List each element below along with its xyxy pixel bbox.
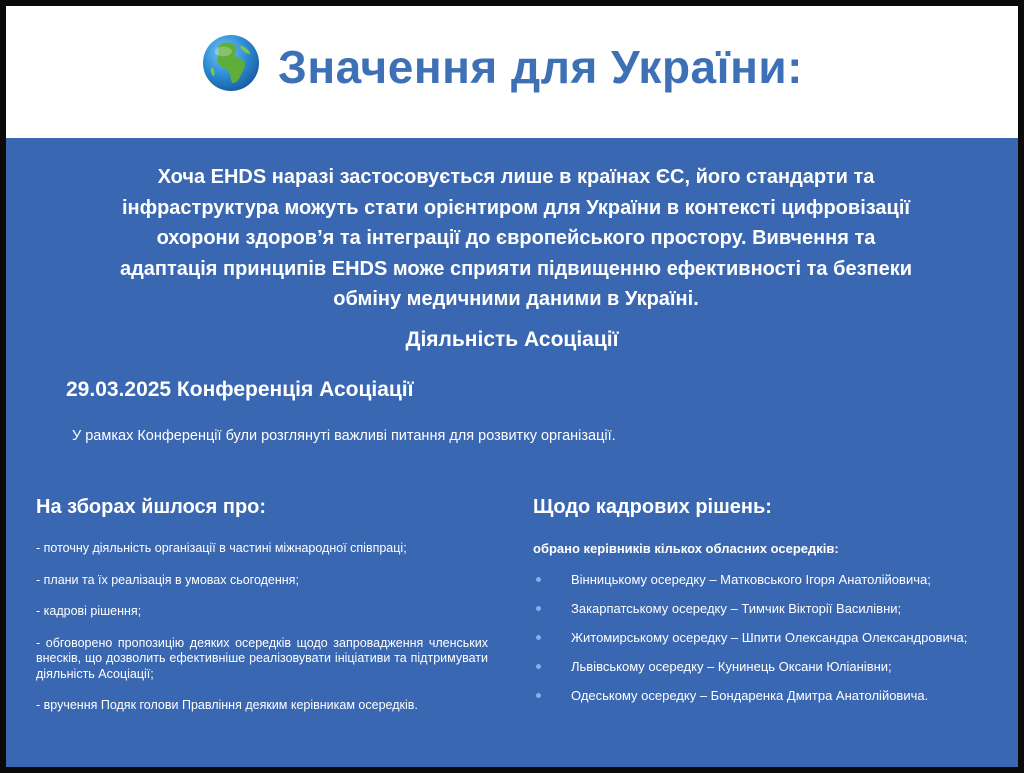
bullet-icon bbox=[536, 606, 541, 611]
list-item bbox=[533, 572, 1013, 588]
meeting-heading: На зборах йшлося про: bbox=[36, 496, 267, 518]
list-item-text: Вінницькому осередку – Матковського Ігоря Анатолійовича; bbox=[571, 572, 931, 587]
meeting-column bbox=[36, 496, 488, 730]
page-title: Значення для України: bbox=[278, 41, 803, 93]
intro-paragraph: Хоча EHDS наразі застосовується лише в країнах ЄС, його стандарти та інфраструктура можуть стати орієнтиром для України в контексті цифровізації охорони здоров’я та інтеграції до європейського простору. Вивчення та адаптація принципів EHDS може сприяти підвищенню ефективності та безпеки обміну медичними даними в Україні. bbox=[119, 166, 913, 310]
list-item-text: Львівському осередку – Кунинець Оксани Юліанівни; bbox=[571, 659, 892, 674]
list-item: - плани та їх реалізація в умовах сьогодення; bbox=[36, 572, 299, 587]
personnel-list bbox=[533, 572, 1013, 704]
bullet-icon bbox=[536, 693, 541, 698]
list-item bbox=[533, 659, 1013, 675]
bullet-icon bbox=[536, 577, 541, 582]
list-item bbox=[533, 601, 1013, 617]
conference-description: У рамках Конференції були розглянуті важливі питання для розвитку організації. bbox=[72, 428, 616, 444]
bullet-icon bbox=[536, 635, 541, 640]
list-item bbox=[533, 688, 1013, 704]
list-item-text: Одеському осередку – Бондаренка Дмитра Анатолійовича. bbox=[571, 688, 929, 703]
personnel-subheading: обрано керівників кількох обласних осередків: bbox=[533, 541, 839, 556]
bullet-icon bbox=[536, 664, 541, 669]
list-item: - вручення Подяк голови Правління деяким керівникам осередків. bbox=[36, 698, 418, 712]
header bbox=[6, 6, 1018, 138]
globe-icon bbox=[202, 34, 260, 92]
list-item: - поточну діяльність організації в частині міжнародної співпраці; bbox=[36, 541, 407, 555]
conference-title: 29.03.2025 Конференція Асоціації bbox=[66, 378, 414, 401]
content-panel bbox=[6, 138, 1018, 767]
personnel-column bbox=[533, 496, 1013, 717]
list-item: - обговорено пропозицію деяких осередків щодо запровадження членських внесків, що дозволить ефективніше реалізовувати ініціативи та підтримувати діяльність Асоціації; bbox=[36, 635, 488, 681]
list-item: - кадрові рішення; bbox=[36, 604, 142, 618]
list-item bbox=[533, 630, 1013, 646]
section-title: Діяльність Асоціації bbox=[405, 328, 619, 351]
meeting-list bbox=[36, 541, 488, 714]
list-item-text: Житомирському осередку – Шпити Олександра Олександровича; bbox=[571, 630, 968, 645]
slide bbox=[6, 6, 1018, 767]
list-item-text: Закарпатському осередку – Тимчик Вікторії Василівни; bbox=[571, 601, 902, 616]
personnel-heading: Щодо кадрових рішень: bbox=[533, 496, 772, 518]
